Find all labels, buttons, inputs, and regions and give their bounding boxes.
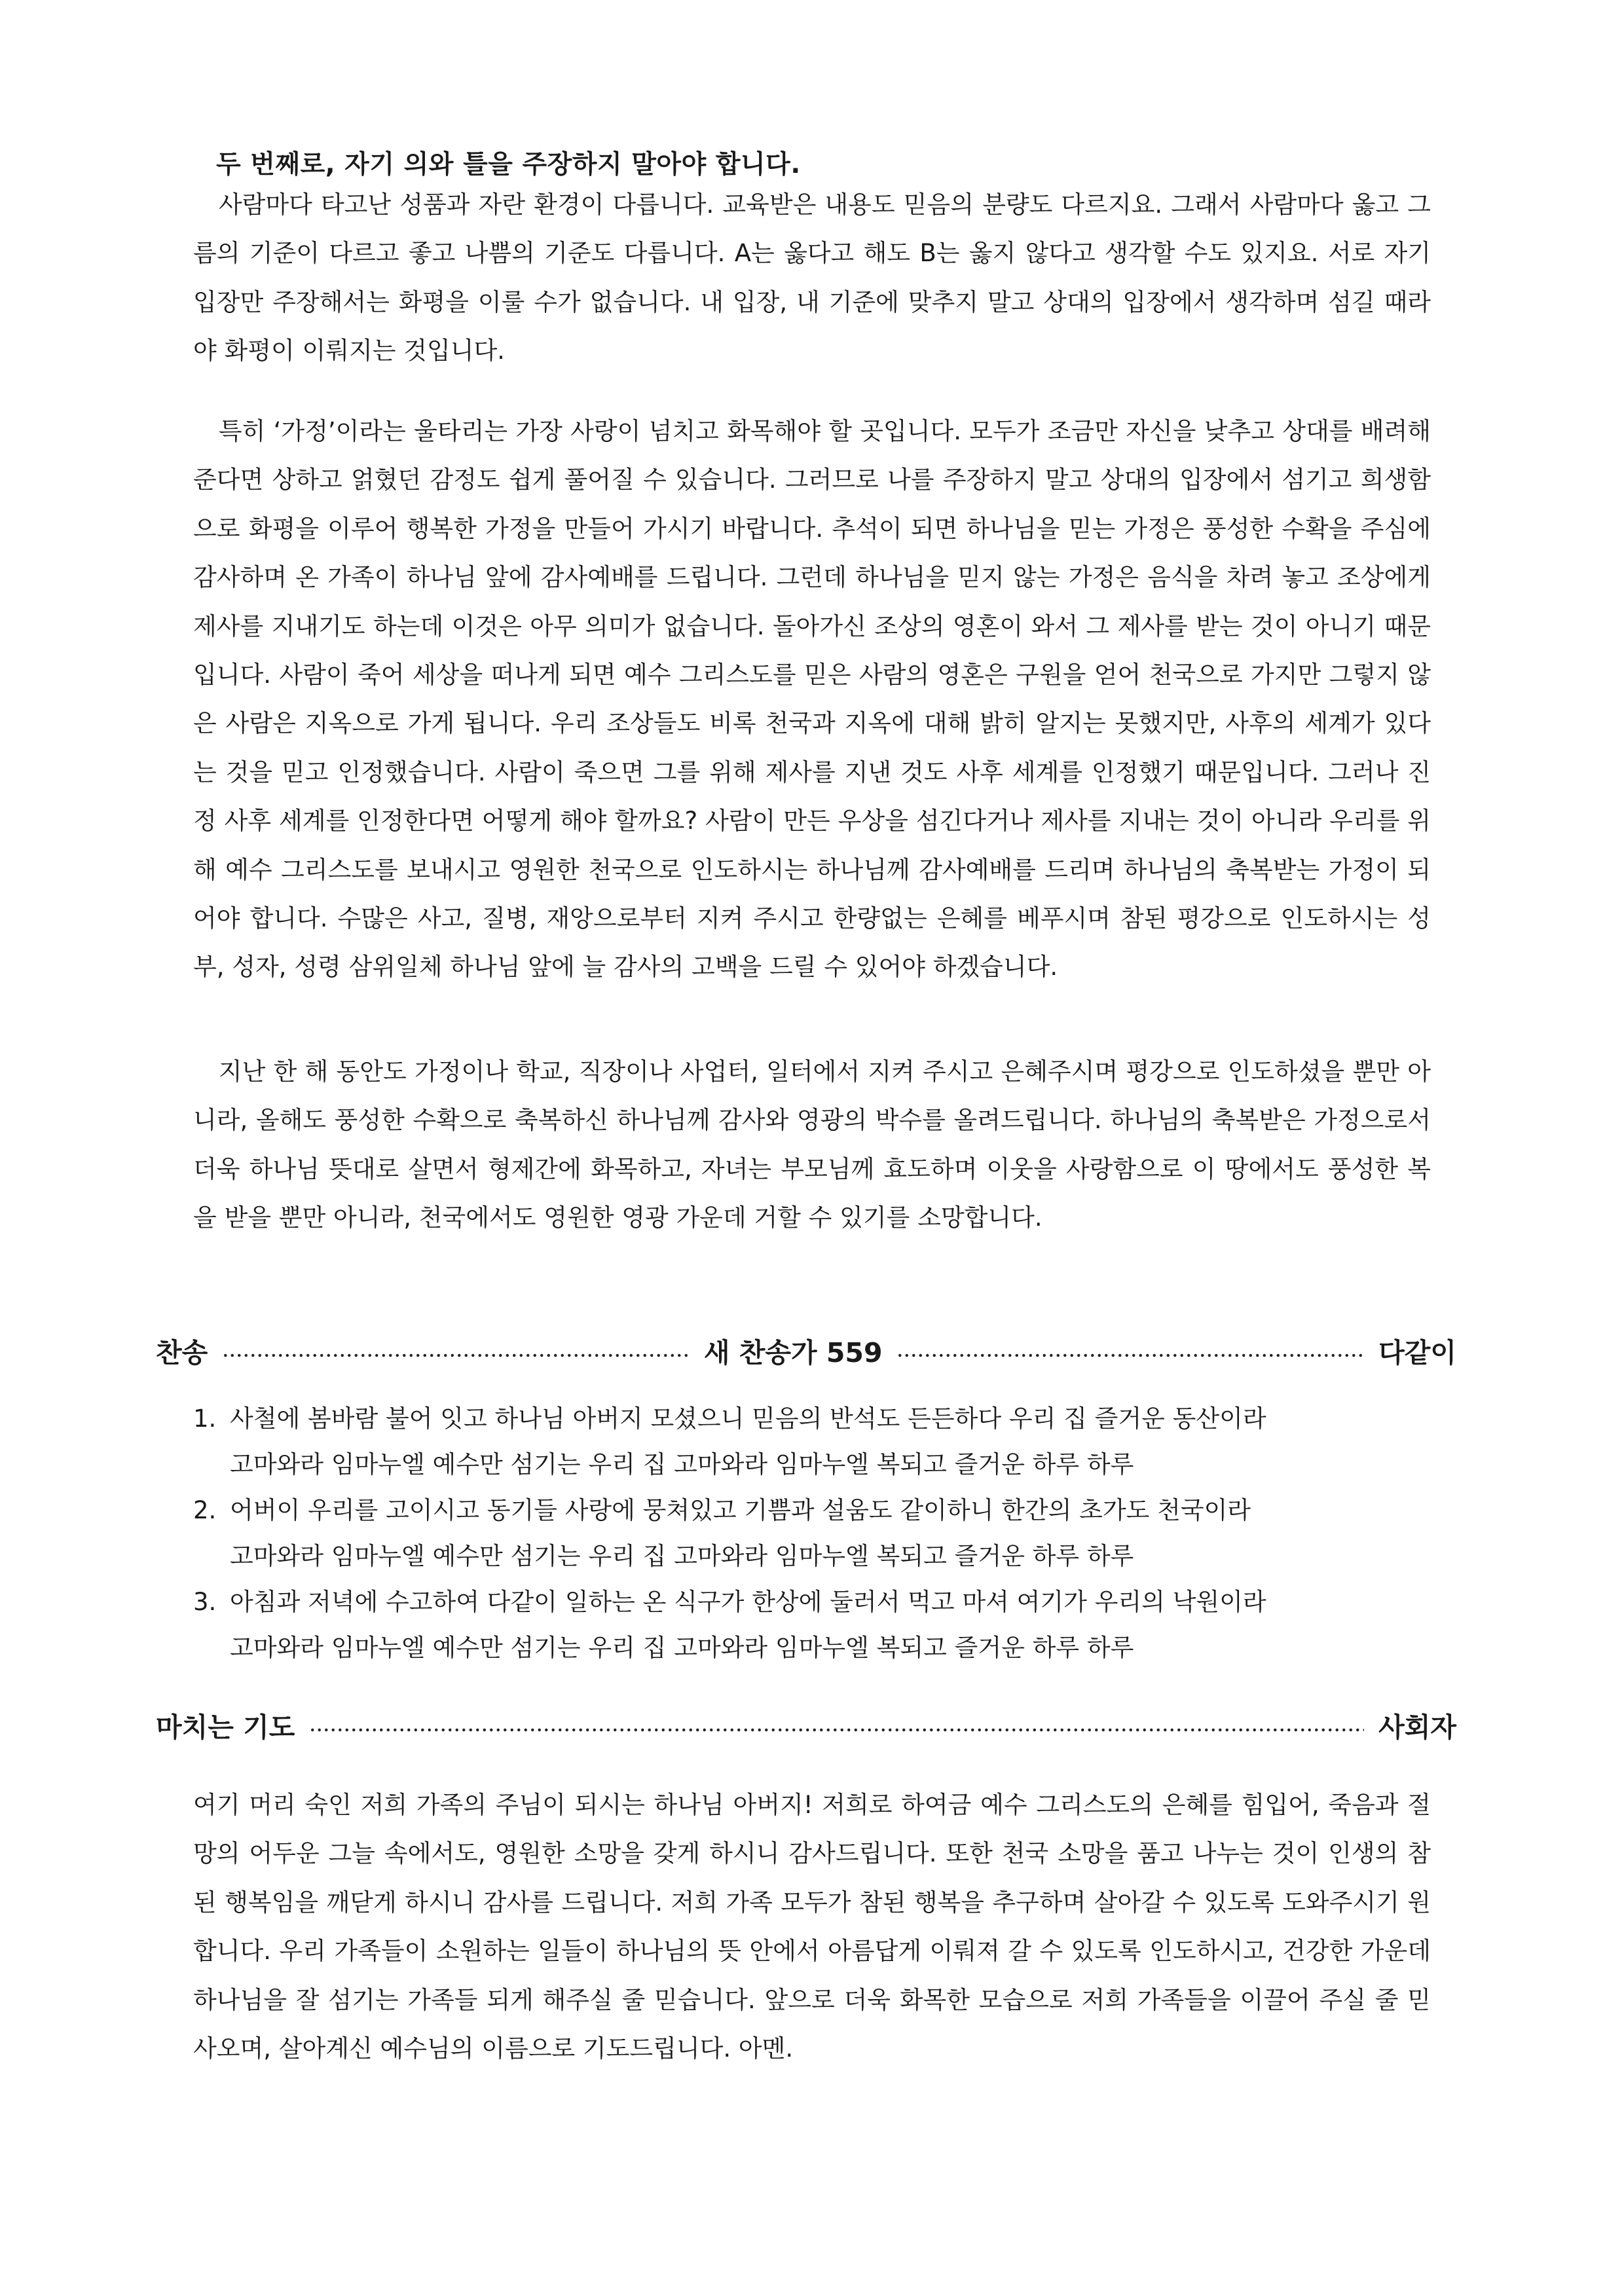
closing-prayer-text xyxy=(193,1781,1431,2073)
verse-number: 2. xyxy=(193,1496,217,1524)
dotted-leader xyxy=(309,1727,1364,1733)
hymn-verse-list xyxy=(193,1396,1431,1671)
dotted-leader xyxy=(896,1353,1364,1358)
verse-refrain: 고마와라 임마누엘 예수만 섬기는 우리 집 고마와라 임마누엘 복되고 즐거운 하루 하루 xyxy=(230,1634,1134,1662)
sermon-paragraph-2 xyxy=(193,407,1431,992)
dotted-leader xyxy=(222,1353,690,1358)
paragraph-text: 사람마다 타고난 성품과 자란 환경이 다릅니다. 교육받은 내용도 믿음의 분량도 다르지요. 그래서 사람마다 옳고 그름의 기준이 다르고 좋고 나쁨의 기준도 다릅니다. A는 옳다고 해도 B는 옳지 않다고 생각할 수도 있지요. 서로 자기 입장만 주장해서는 화평을 이룰 수가 없습니다. 내 입장, 내 기준에 맞추지 말고 상대의 입장에서 생각하며 섬길 때라야 화평이 이뤄지는 것입니다. xyxy=(193,191,1431,365)
paragraph-text: 여기 머리 숙인 저희 가족의 주님이 되시는 하나님 아버지! 저희로 하여금 예수 그리스도의 은혜를 힘입어, 죽음과 절망의 어두운 그늘 속에서도, 영원한 소망을 갖게 하시니 감사드립니다. 또한 천국 소망을 품고 나누는 것이 인생의 참된 행복임을 깨닫게 하시니 감사를 드립니다. 저희 가족 모두가 참된 행복을 추구하며 살아갈 수 있도록 도와주시기 원합니다. 우리 가족들이 소원하는 일들이 하나님의 뜻 안에서 아름답게 이뤄져 갈 수 있도록 인도하시고, 건강한 가운데 하나님을 잘 섬기는 가족들 되게 해주실 줄 믿습니다. 앞으로 더욱 화목한 모습으로 저희 가족들을 이끌어 주실 줄 믿사오며, 살아계신 예수님의 이름으로 기도드립니다. 아멘. xyxy=(193,1791,1431,2063)
verse-line: 사철에 봄바람 불어 잇고 하나님 아버지 모셨으니 믿음의 반석도 든든하다 우리 집 즐거운 동산이라 xyxy=(230,1405,1266,1433)
paragraph-text: 특히 ‘가정’이라는 울타리는 가장 사랑이 넘치고 화목해야 할 곳입니다. 모두가 조금만 자신을 낮추고 상대를 배려해 준다면 상하고 얽혔던 감정도 쉽게 풀어질 수 있습니다. 그러므로 나를 주장하지 말고 상대의 입장에서 섬기고 희생함으로 화평을 이루어 행복한 가정을 만들어 가시기 바랍니다. 추석이 되면 하나님을 믿는 가정은 풍성한 수확을 주심에 감사하며 온 가족이 하나님 앞에 감사예배를 드립니다. 그런데 하나님을 믿지 않는 가정은 음식을 차려 놓고 조상에게 제사를 지내기도 하는데 이것은 아무 의미가 없습니다. 돌아가신 조상의 영혼이 와서 그 제사를 받는 것이 아니기 때문입니다. 사람이 죽어 세상을 떠나게 되면 예수 그리스도를 믿은 사람의 영혼은 구원을 얻어 천국으로 가지만 그렇지 않은 사람은 지옥으로 가게 됩니다. 우리 조상들도 비록 천국과 지옥에 대해 밝히 알지는 못했지만, 사후의 세계가 있다는 것을 믿고 인정했습니다. 사람이 죽으면 그를 위해 제사를 지낸 것도 사후 세계를 인정했기 때문입니다. 그러나 진정 사후 세계를 인정한다면 어떻게 해야 할까요? 사람이 만든 우상을 섬긴다거나 제사를 지내는 것이 아니라 우리를 위해 예수 그리스도를 보내시고 영원한 천국으로 인도하시는 하나님께 감사예배를 드리며 하나님의 축복받는 가정이 되어야 합니다. 수많은 사고, 질병, 재앙으로부터 지켜 주시고 한량없는 은혜를 베푸시며 참된 평강으로 인도하시는 성부, 성자, 성령 삼위일체 하나님 앞에 늘 감사의 고백을 드릴 수 있어야 하겠습니다. xyxy=(193,417,1431,982)
closing-prayer-label: 마치는 기도 xyxy=(156,1712,295,1743)
hymn-verse xyxy=(193,1396,1431,1488)
hymn-verse xyxy=(193,1488,1431,1579)
closing-prayer-leader: 사회자 xyxy=(1378,1712,1456,1743)
verse-number: 1. xyxy=(193,1405,217,1433)
verse-number: 3. xyxy=(193,1588,217,1616)
section-heading: 두 번째로, 자기 의와 틀을 주장하지 말아야 합니다. xyxy=(216,150,801,179)
hymn-leader: 다같이 xyxy=(1378,1337,1457,1368)
sermon-paragraph-3 xyxy=(193,1048,1431,1243)
hymn-title: 새 찬송가 559 xyxy=(703,1337,883,1368)
sermon-paragraph-1 xyxy=(193,181,1431,376)
verse-refrain: 고마와라 임마누엘 예수만 섬기는 우리 집 고마와라 임마누엘 복되고 즐거운 하루 하루 xyxy=(230,1542,1134,1570)
hymn-verse xyxy=(193,1579,1431,1671)
closing-prayer-header-row xyxy=(156,1702,1456,1752)
verse-line: 어버이 우리를 고이시고 동기들 사랑에 뭉쳐있고 기쁨과 설움도 같이하니 한간의 초가도 천국이라 xyxy=(230,1496,1251,1524)
verse-refrain: 고마와라 임마누엘 예수만 섬기는 우리 집 고마와라 임마누엘 복되고 즐거운 하루 하루 xyxy=(230,1450,1134,1478)
hymn-header-row xyxy=(156,1328,1456,1378)
verse-line: 아침과 저녁에 수고하여 다같이 일하는 온 식구가 한상에 둘러서 먹고 마셔 여기가 우리의 낙원이라 xyxy=(230,1588,1266,1616)
paragraph-text: 지난 한 해 동안도 가정이나 학교, 직장이나 사업터, 일터에서 지켜 주시고 은혜주시며 평강으로 인도하셨을 뿐만 아니라, 올해도 풍성한 수확으로 축복하신 하나님께 감사와 영광의 박수를 올려드립니다. 하나님의 축복받은 가정으로서 더욱 하나님 뜻대로 살면서 형제간에 화목하고, 자녀는 부모님께 효도하며 이웃을 사랑함으로 이 땅에서도 풍성한 복을 받을 뿐만 아니라, 천국에서도 영원한 영광 가운데 거할 수 있기를 소망합니다. xyxy=(193,1057,1431,1232)
hymn-label: 찬송 xyxy=(156,1337,208,1368)
